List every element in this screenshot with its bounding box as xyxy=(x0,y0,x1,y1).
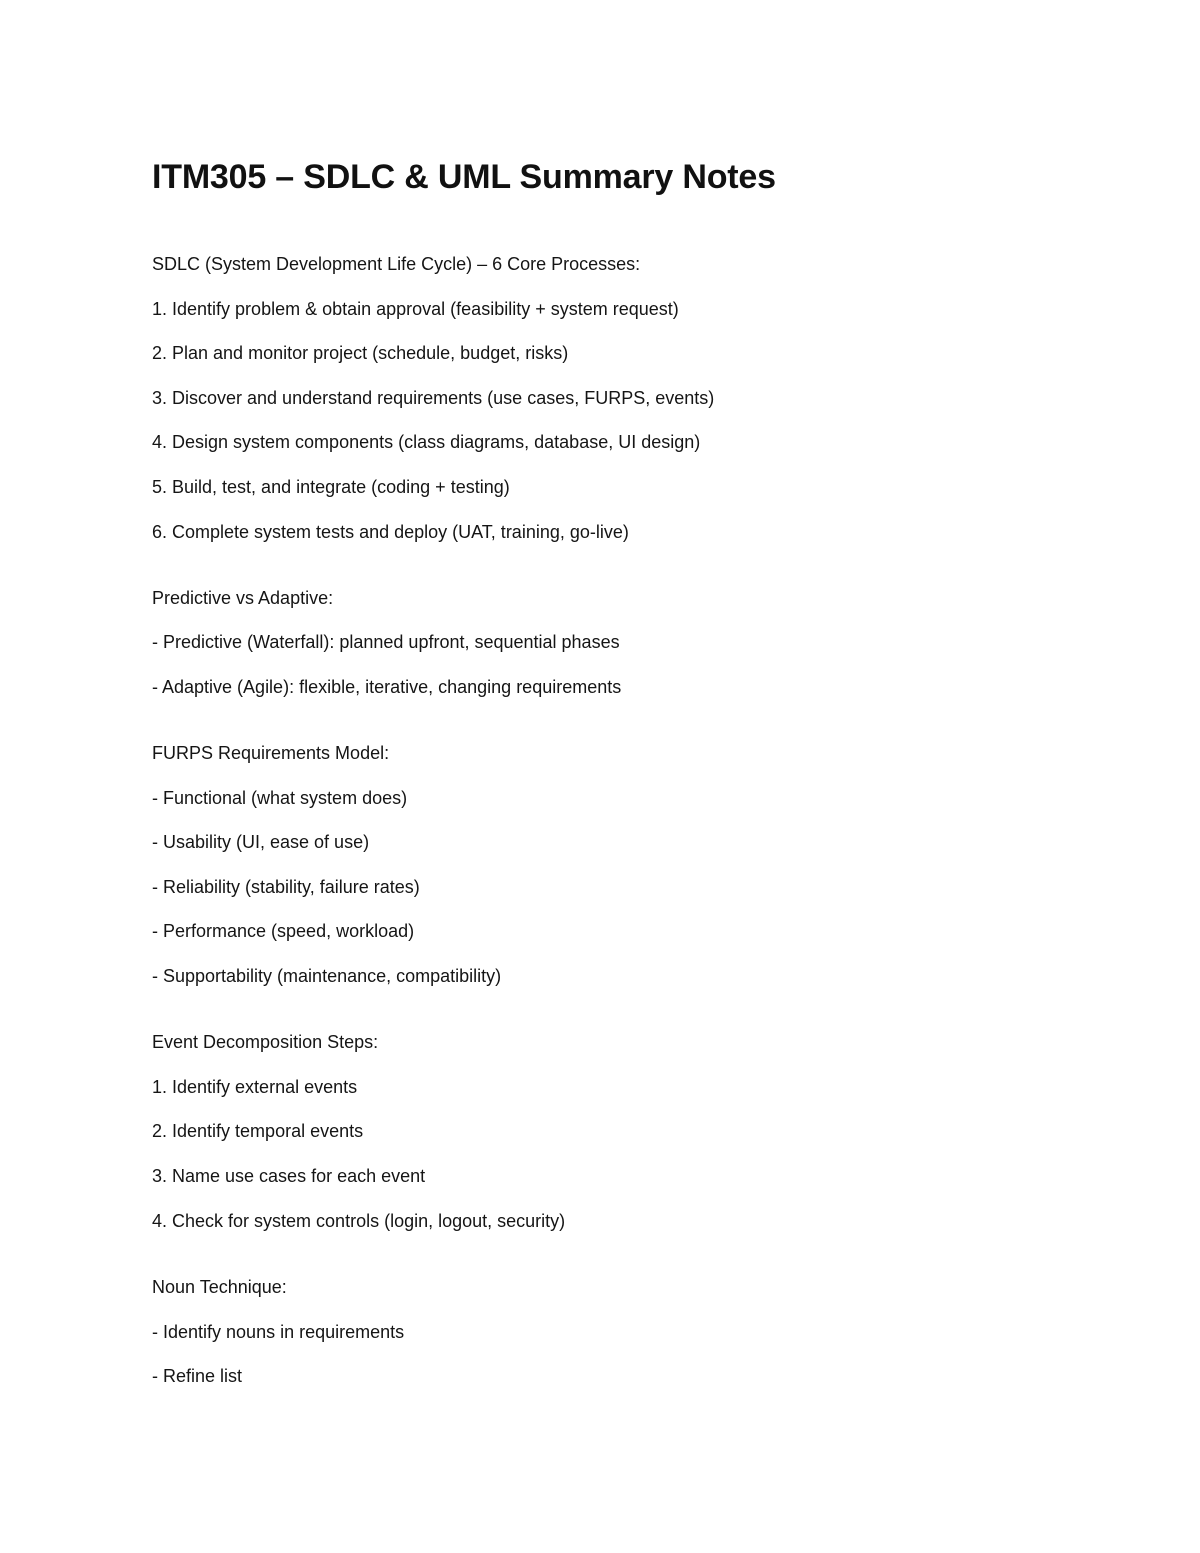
predictive-adaptive-heading: Predictive vs Adaptive: xyxy=(152,588,334,608)
adaptive-item: - Adaptive (Agile): flexible, iterative, changing requirements xyxy=(152,677,622,697)
noun-item-2: - Refine list xyxy=(152,1366,243,1386)
event-step-2: 2. Identify temporal events xyxy=(152,1121,364,1141)
event-step-1: 1. Identify external events xyxy=(152,1077,358,1097)
event-step-3: 3. Name use cases for each event xyxy=(152,1166,426,1186)
furps-heading: FURPS Requirements Model: xyxy=(152,743,390,763)
sdlc-heading: SDLC (System Development Life Cycle) – 6 Core Processes: xyxy=(152,254,641,274)
sdlc-item-1: 1. Identify problem & obtain approval (feasibility + system request) xyxy=(152,299,679,319)
event-step-4: 4. Check for system controls (login, logout, security) xyxy=(152,1211,566,1231)
furps-item-usability: - Usability (UI, ease of use) xyxy=(152,832,370,852)
predictive-item: - Predictive (Waterfall): planned upfront, sequential phases xyxy=(152,632,620,652)
sdlc-item-4: 4. Design system components (class diagrams, database, UI design) xyxy=(152,432,701,452)
noun-item-1: - Identify nouns in requirements xyxy=(152,1322,405,1342)
furps-item-performance: - Performance (speed, workload) xyxy=(152,921,415,941)
sdlc-item-5: 5. Build, test, and integrate (coding + testing) xyxy=(152,477,510,497)
furps-item-supportability: - Supportability (maintenance, compatibility) xyxy=(152,966,502,986)
sdlc-item-2: 2. Plan and monitor project (schedule, budget, risks) xyxy=(152,343,569,363)
page-title: ITM305 – SDLC & UML Summary Notes xyxy=(152,158,776,196)
event-decomposition-heading: Event Decomposition Steps: xyxy=(152,1032,379,1052)
noun-technique-heading: Noun Technique: xyxy=(152,1277,287,1297)
furps-item-functional: - Functional (what system does) xyxy=(152,788,408,808)
sdlc-item-3: 3. Discover and understand requirements (use cases, FURPS, events) xyxy=(152,388,715,408)
sdlc-item-6: 6. Complete system tests and deploy (UAT, training, go-live) xyxy=(152,522,629,542)
furps-item-reliability: - Reliability (stability, failure rates) xyxy=(152,877,420,897)
